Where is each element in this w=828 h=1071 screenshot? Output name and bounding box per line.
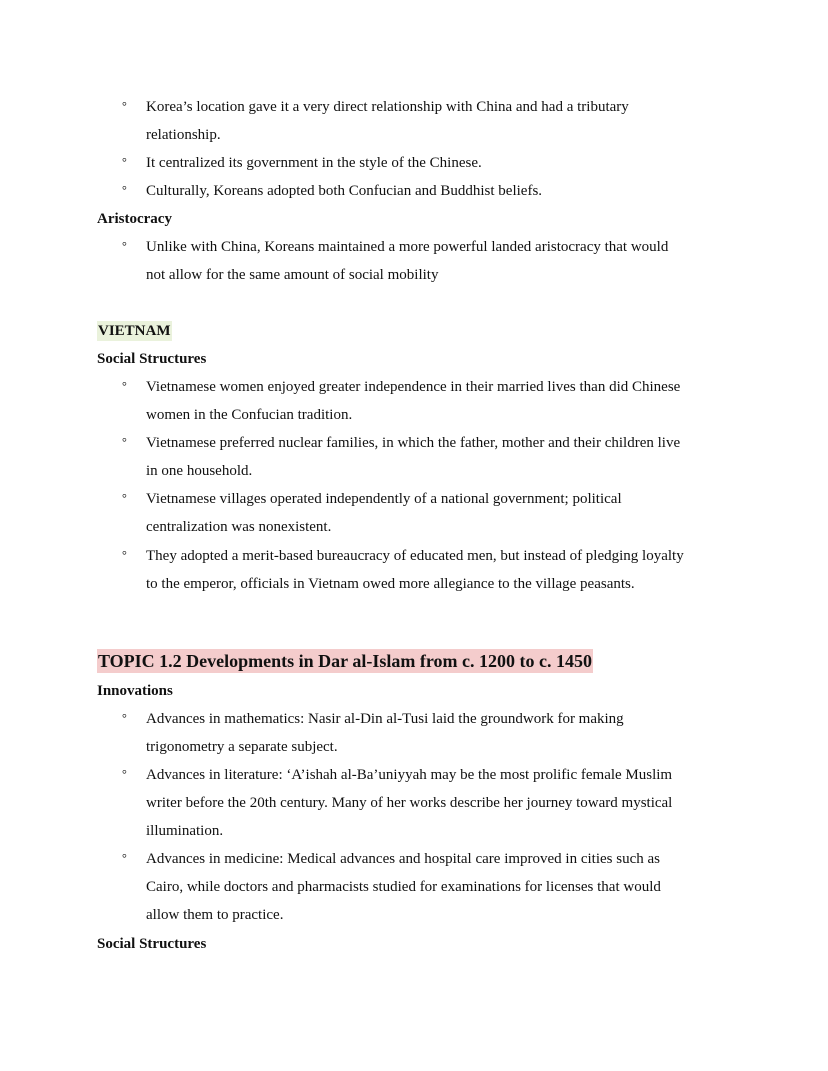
bullet-marker: ° bbox=[122, 851, 127, 865]
bullet-text: Advances in mathematics: Nasir al-Din al-Tusi laid the groundwork for making bbox=[146, 711, 624, 727]
bullet-marker: ° bbox=[122, 491, 127, 505]
bullet-marker: ° bbox=[122, 767, 127, 781]
bullet-marker: ° bbox=[122, 155, 127, 169]
innovations-heading: Innovations bbox=[97, 683, 173, 699]
bullet-text: in one household. bbox=[146, 463, 253, 479]
vietnam-title: VIETNAM bbox=[98, 323, 171, 339]
bullet-text: Cairo, while doctors and pharmacists studied for examinations for licenses that would bbox=[146, 879, 661, 895]
bullet-text: writer before the 20th century. Many of her works describe her journey toward mystical bbox=[146, 795, 673, 811]
bullet-marker: ° bbox=[122, 183, 127, 197]
bullet-text: women in the Confucian tradition. bbox=[146, 407, 353, 423]
aristocracy-heading: Aristocracy bbox=[97, 211, 172, 227]
bullet-text: Advances in medicine: Medical advances and hospital care improved in cities such as bbox=[146, 851, 660, 867]
bullet-text: to the emperor, officials in Vietnam owed more allegiance to the village peasants. bbox=[146, 576, 635, 592]
bullet-text: trigonometry a separate subject. bbox=[146, 739, 338, 755]
bullet-text: It centralized its government in the style of the Chinese. bbox=[146, 155, 482, 171]
bullet-text: illumination. bbox=[146, 823, 224, 839]
bullet-marker: ° bbox=[122, 711, 127, 725]
bullet-marker: ° bbox=[122, 548, 127, 562]
social-structures-heading: Social Structures bbox=[97, 351, 207, 367]
bullet-text: Korea’s location gave it a very direct relationship with China and had a tributary bbox=[146, 99, 629, 115]
bullet-text: not allow for the same amount of social mobility bbox=[146, 267, 439, 283]
bullet-marker: ° bbox=[122, 379, 127, 393]
topic-title: TOPIC 1.2 Developments in Dar al-Islam from c. 1200 to c. 1450 bbox=[98, 651, 592, 671]
bullet-text: Advances in literature: ‘A’ishah al-Ba’uniyyah may be the most prolific female Muslim bbox=[146, 767, 673, 783]
bullet-marker: ° bbox=[122, 435, 127, 449]
bullet-text: Vietnamese villages operated independently of a national government; political bbox=[146, 491, 622, 507]
bullet-text: relationship. bbox=[146, 127, 221, 143]
bullet-text: Vietnamese women enjoyed greater independence in their married lives than did Chinese bbox=[146, 379, 681, 395]
social-structures-heading-islam: Social Structures bbox=[97, 936, 207, 952]
bullet-text: allow them to practice. bbox=[146, 907, 284, 923]
bullet-text: Unlike with China, Koreans maintained a more powerful landed aristocracy that would bbox=[146, 239, 669, 255]
bullet-text: centralization was nonexistent. bbox=[146, 519, 332, 535]
bullet-marker: ° bbox=[122, 239, 127, 253]
bullet-marker: ° bbox=[122, 99, 127, 113]
bullet-text: They adopted a merit-based bureaucracy of educated men, but instead of pledging loyalty bbox=[146, 548, 684, 564]
bullet-text: Vietnamese preferred nuclear families, in which the father, mother and their children live bbox=[146, 435, 681, 451]
bullet-text: Culturally, Koreans adopted both Confucian and Buddhist beliefs. bbox=[146, 183, 543, 199]
